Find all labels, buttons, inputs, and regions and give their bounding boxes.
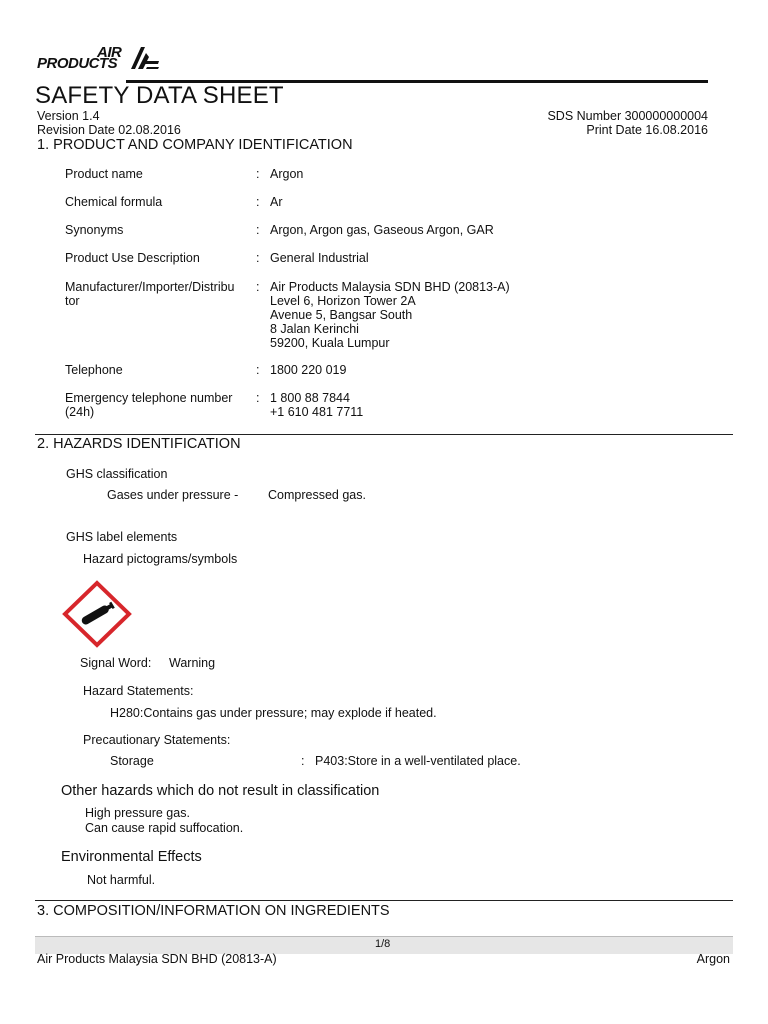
section-2-heading: 2. HAZARDS IDENTIFICATION (37, 436, 241, 452)
section-1-heading: 1. PRODUCT AND COMPANY IDENTIFICATION (37, 137, 353, 153)
logo-mark-icon (125, 43, 161, 71)
address-line: Air Products Malaysia SDN BHD (20813-A) (270, 280, 510, 294)
row-label: Product Use Description (65, 251, 200, 265)
document-title: SAFETY DATA SHEET (35, 82, 284, 109)
pictograms-label: Hazard pictograms/symbols (83, 552, 238, 566)
row-label-line: (24h) (65, 405, 95, 419)
row-label-line: Emergency telephone number (65, 391, 233, 405)
other-hazard-line: High pressure gas. (85, 806, 190, 820)
signal-word-value: Warning (169, 656, 216, 670)
section-3-heading: 3. COMPOSITION/INFORMATION ON INGREDIENTS (37, 903, 390, 919)
section-divider (35, 434, 733, 435)
row-colon: : (256, 223, 260, 237)
logo-text-products: PRODUCTS (37, 55, 118, 72)
storage-label: Storage (110, 754, 154, 768)
ghs-classification-label: GHS classification (66, 467, 168, 481)
row-colon: : (256, 167, 260, 181)
ghs-class-name: Gases under pressure - (107, 488, 239, 502)
hazard-statements-label: Hazard Statements: (83, 684, 194, 698)
hazard-statement: H280:Contains gas under pressure; may explode if heated. (110, 706, 437, 720)
row-colon: : (256, 251, 260, 265)
row-label: Chemical formula (65, 195, 163, 209)
address-line: Avenue 5, Bangsar South (270, 308, 413, 322)
phone-line: 1 800 88 7844 (270, 391, 350, 405)
environmental-effects-heading: Environmental Effects (61, 849, 202, 865)
section-divider (35, 900, 733, 901)
address-line: Level 6, Horizon Tower 2A (270, 294, 416, 308)
logo-text-air: AIR (97, 44, 122, 61)
row-label-line: Manufacturer/Importer/Distribu (65, 280, 235, 294)
row-value: Ar (270, 195, 283, 209)
footer-product: Argon (696, 952, 730, 966)
storage-colon: : (301, 754, 305, 768)
version: Version 1.4 (37, 109, 100, 123)
row-value: 1800 220 019 (270, 363, 347, 377)
address-line: 8 Jalan Kerinchi (270, 322, 359, 336)
phone-line: +1 610 481 7711 (270, 405, 364, 419)
signal-word-label: Signal Word: (80, 656, 152, 670)
row-colon: : (256, 391, 260, 405)
other-hazards-heading: Other hazards which do not result in classification (61, 783, 380, 799)
row-label: Product name (65, 167, 143, 181)
row-value: Argon (270, 167, 304, 181)
address-line: 59200, Kuala Lumpur (270, 336, 390, 350)
other-hazard-line: Can cause rapid suffocation. (85, 821, 244, 835)
row-label: Telephone (65, 363, 123, 377)
ghs-label-elements: GHS label elements (66, 530, 178, 544)
row-colon: : (256, 195, 260, 209)
row-label-line: tor (65, 294, 80, 308)
footer-company: Air Products Malaysia SDN BHD (20813-A) (37, 952, 277, 966)
row-value: Argon, Argon gas, Gaseous Argon, GAR (270, 223, 494, 237)
ghs-class-value: Compressed gas. (268, 488, 366, 502)
print-date: Print Date 16.08.2016 (586, 123, 708, 137)
environmental-effects-value: Not harmful. (87, 873, 156, 887)
precautionary-label: Precautionary Statements: (83, 733, 231, 747)
row-value: General Industrial (270, 251, 369, 265)
row-label: Synonyms (65, 223, 124, 237)
gas-cylinder-icon (62, 580, 132, 648)
row-colon: : (256, 363, 260, 377)
revision-date: Revision Date 02.08.2016 (37, 123, 181, 137)
sds-number: SDS Number 300000000004 (547, 109, 708, 123)
storage-value: P403:Store in a well-ventilated place. (315, 754, 521, 768)
page-number: 1/8 (375, 938, 391, 950)
row-colon: : (256, 280, 260, 294)
